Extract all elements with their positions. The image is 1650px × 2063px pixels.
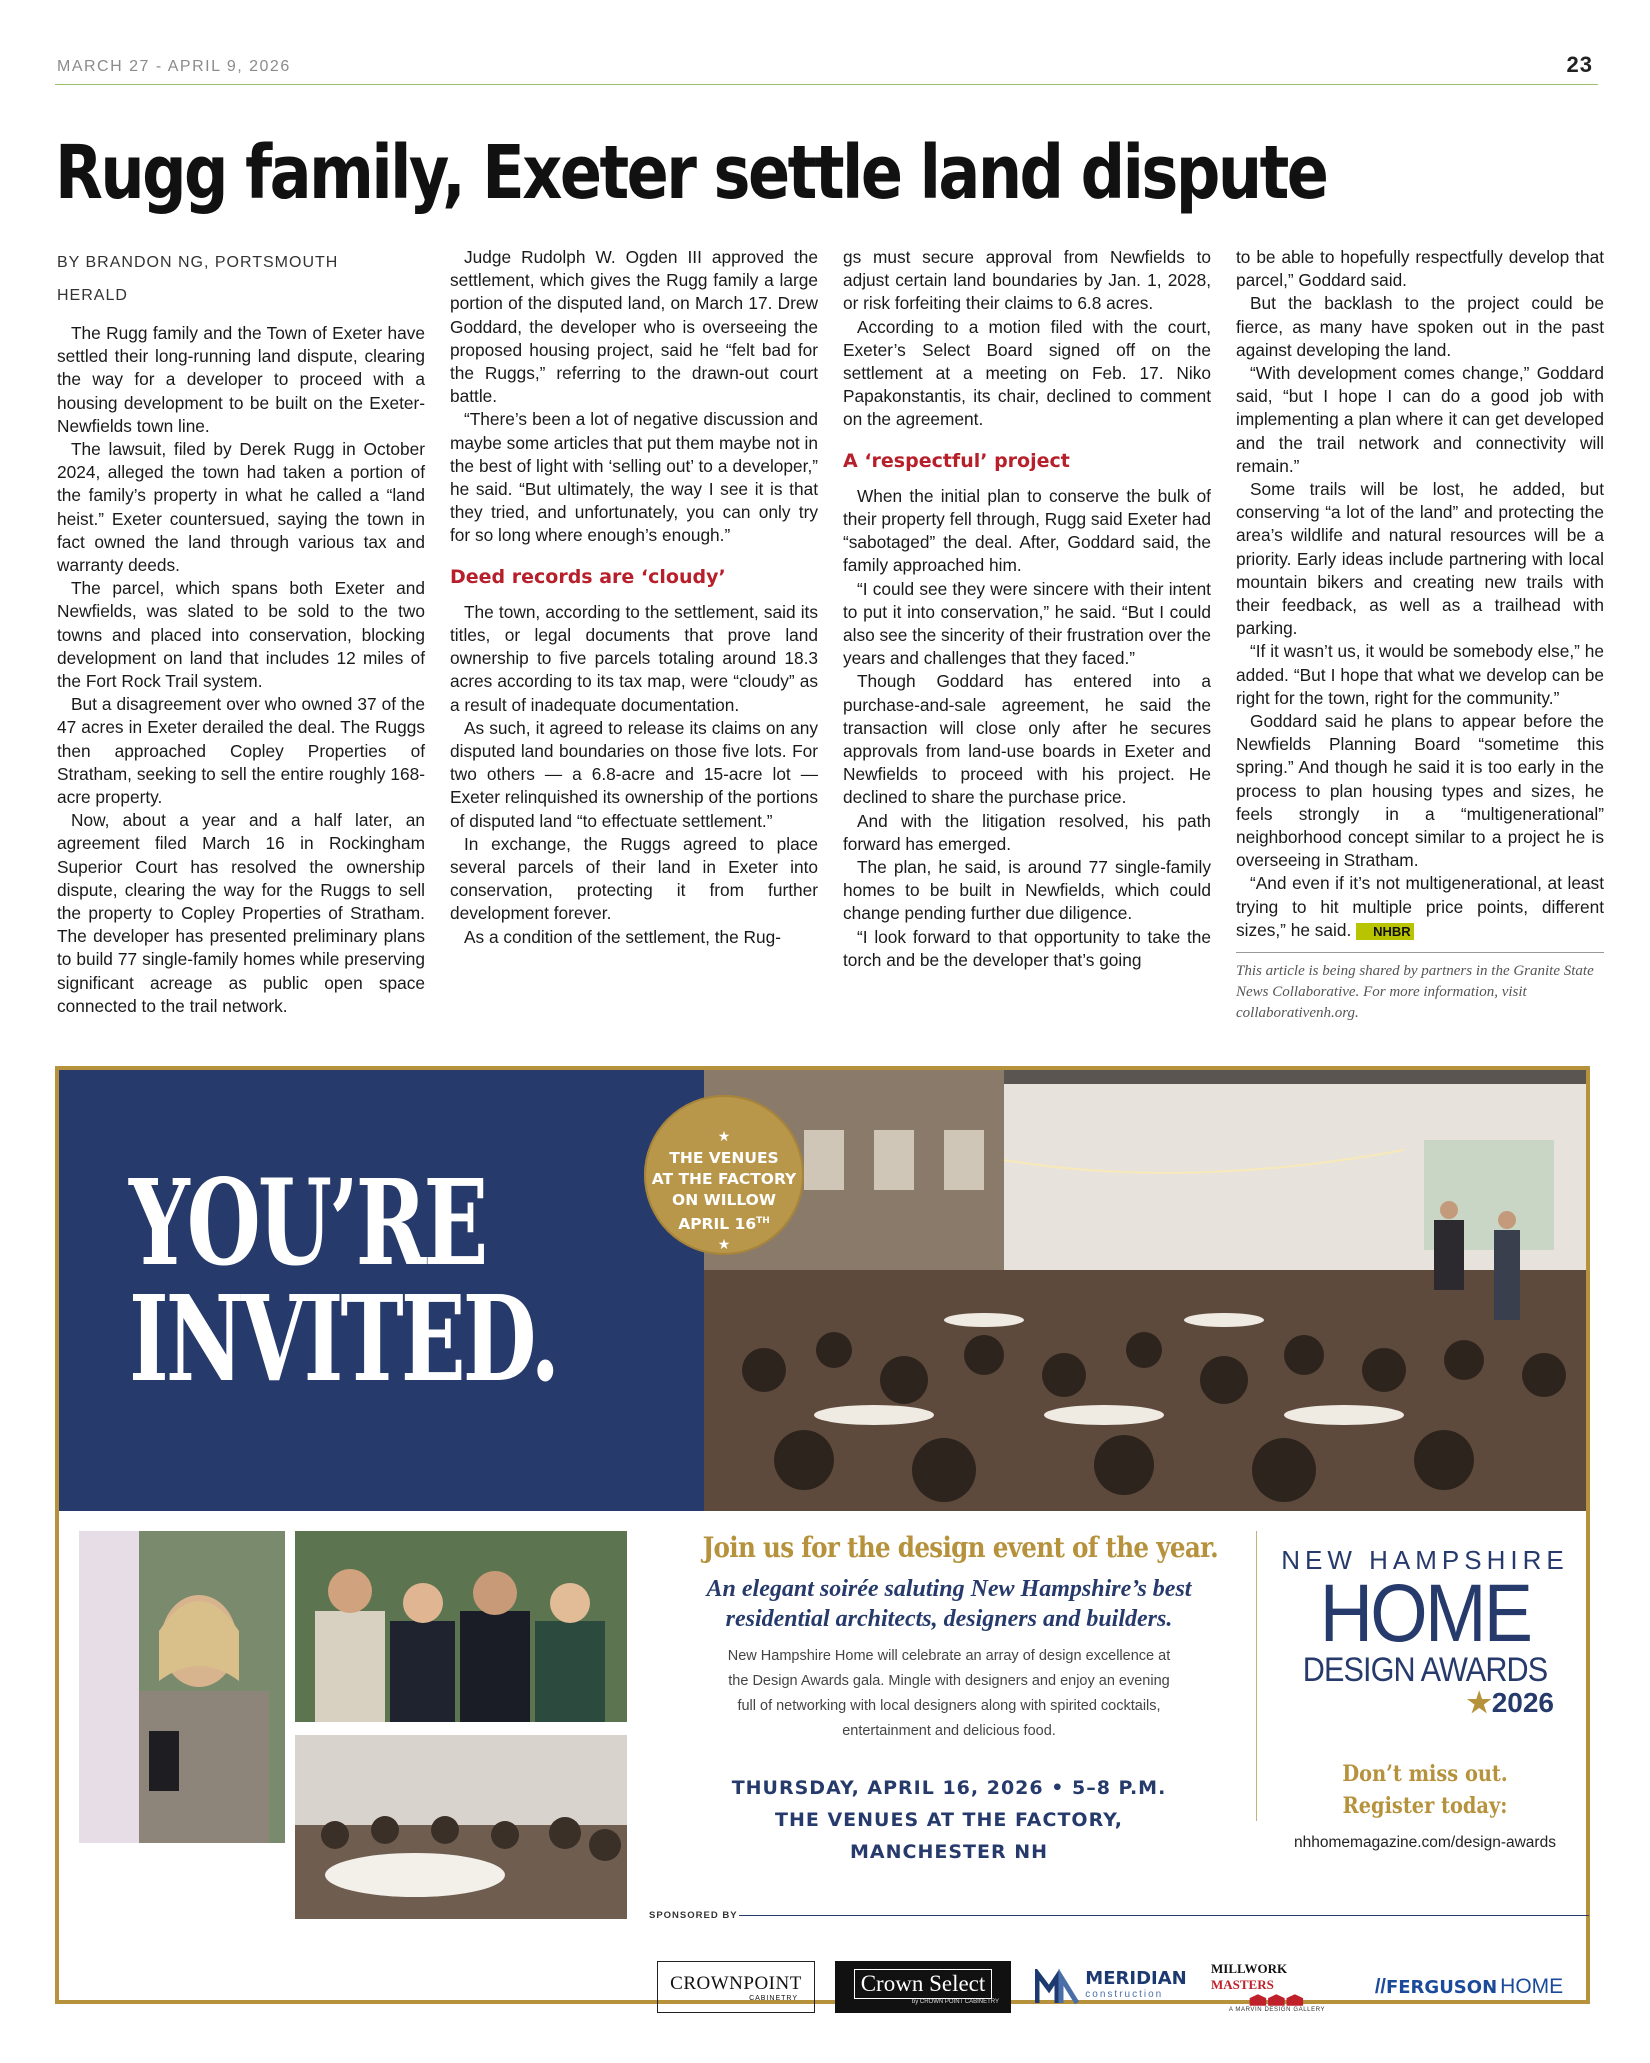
paragraph: Judge Rudolph W. Ogden III approved the settlement, which gives the Rugg family a large portion of the disputed land, on March 17. Drew Goddard, the developer who is overseeing the proposed housing project, said he “felt bad for the Ruggs,” referring to the drawn-out court battle.: [450, 247, 818, 407]
article-headline: Rugg family, Exeter settle land dispute: [55, 130, 1327, 216]
paragraph: As such, it agreed to release its claims on any disputed land boundaries on those five lots. For two others — a 6.8-acre and 15-acre lot — Exeter relinquished its ownership of the portions of disputed land “to effectuate settlement.”: [450, 717, 818, 831]
paragraph: to be able to hopefully respectfully develop that parcel,” Goddard said.: [1236, 247, 1604, 291]
star-icon: ★: [1466, 1687, 1492, 1718]
nhbr-end-mark: NHBR: [1356, 923, 1414, 940]
article-column-3: [843, 246, 1211, 972]
guests-group-photo: [295, 1531, 627, 1722]
paragraph: “I could see they were sincere with their intent to put it into conservation,” he said. “But I could also see the sincerity of their frustration over the years and challenges that they faced.”: [843, 578, 1211, 669]
venue-date-badge: ★ THE VENUES AT THE FACTORY ON WILLOW APRIL 16TH ★: [644, 1095, 804, 1255]
sponsor-rule: [739, 1915, 1589, 1916]
paragraph: Some trails will be lost, he added, but conserving “a lot of the land” and protecting the area’s wildlife and natural resources will be a priority. Early ideas include partnering with local mountain bikers and creating new trails with their feedback, as well as a trailhead with parking.: [1236, 479, 1604, 639]
paragraph: “If it wasn’t us, it would be somebody else,” he added. “But I hope that what we develop can be right for the town, right for the community.”: [1236, 641, 1604, 708]
paragraph: Though Goddard has entered into a purchase-and-sale agreement, he said the transaction will close only after he secures approvals from land-use boards in Exeter and Newfields to proceed with his project. He declined to share the purchase price.: [843, 671, 1211, 808]
paragraph: The plan, he said, is around 77 single-family homes to be built in Newfields, which could change pending further due diligence.: [843, 857, 1211, 924]
invited-headline: YOU’RE INVITED.: [129, 1153, 558, 1408]
millwork-masters-logo: MILLWORK MASTERS A MARVIN DESIGN GALLERY: [1211, 1961, 1326, 2013]
page-number: 23: [1566, 52, 1593, 77]
subhead-deed-records: Deed records are ‘cloudy’: [450, 565, 726, 588]
register-link[interactable]: nhhomemagazine.com/design-awards: [1294, 1834, 1556, 1851]
crownpoint-logo: CROWNPOINT CABINETRY: [657, 1961, 815, 2013]
star-icon: ★: [717, 1129, 731, 1145]
star-icon: ★: [717, 1237, 731, 1254]
paragraph: The lawsuit, filed by Derek Rugg in October 2024, alleged the town had taken a portion of the family’s property in what he called a “land heist.” Exeter countersued, saying the town in fact owned the land through various tax and warranty deeds.: [57, 439, 425, 576]
article-column-1: [57, 246, 425, 1018]
subhead-respectful-project: A ‘respectful’ project: [843, 449, 1070, 472]
design-awards-logo: NEW HAMPSHIRE HOME DESIGN AWARDS ★2026 Don’t miss out. Register today: nhhomemagazine.com/design-awards: [1256, 1531, 1594, 1852]
paragraph: According to a motion filed with the court, Exeter’s Select Board signed off on the settlement at a meeting on Feb. 17. Niko Papakonstantis, its chair, declined to comment on the agreement.: [843, 316, 1211, 430]
gala-tables-photo: [295, 1735, 627, 1919]
register-callout: Don’t miss out. Register today:: [1342, 1761, 1508, 1819]
issue-date-range: MARCH 27 - APRIL 9, 2026: [57, 58, 291, 75]
collaborative-credit: This article is being shared by partners in the Granite State News Collaborative. For more information, visit collaborativenh.org.: [1236, 952, 1604, 1024]
event-photo: [704, 1070, 1586, 1511]
paragraph: “And even if it’s not multigenerational, at least trying to hit multiple price points, different sizes,” he said. NHBR: [1236, 873, 1604, 940]
paragraph: The town, according to the settlement, said its titles, or legal documents that prove land ownership to five parcels totaling around 18.3 acres according to its tax map, were “cloudy” as a result of inadequate documentation.: [450, 601, 818, 715]
join-subheading: An elegant soirée saluting New Hampshire’s best residential architects, designers and builders.: [706, 1576, 1192, 1632]
paragraph: Now, about a year and a half later, an agreement filed March 16 in Rockingham Superior Court has resolved the ownership dispute, clearing the way for the Ruggs to sell the property to Copley Properties of Stratham. The developer has presented preliminary plans to build 77 single-family homes while preserving significant acreage as public open space connected to the trail network.: [57, 810, 425, 1016]
paragraph: The Rugg family and the Town of Exeter have settled their long-running land dispute, clearing the way for a developer to proceed with a housing development to be built on the Exeter-Newfields town line.: [57, 323, 425, 436]
invitation-copy: [669, 1531, 1229, 1868]
invited-panel: [59, 1070, 704, 1511]
article-column-4: [1236, 246, 1604, 1024]
event-hall-illustration: [704, 1070, 1586, 1511]
paragraph: “With development comes change,” Goddard said, “but I hope I can do a good job with implementing a plan where it can get developed and the trail network and connectivity will remain.”: [1236, 363, 1604, 476]
paragraph: In exchange, the Ruggs agreed to place several parcels of their land in Exeter into conservation, protecting it from further development forever.: [450, 833, 818, 924]
header-rule: [55, 84, 1598, 85]
meridian-mark-icon: [1035, 1969, 1079, 2005]
paragraph: And with the litigation resolved, his path forward has emerged.: [843, 810, 1211, 854]
paragraph: “There’s been a lot of negative discussion and maybe some articles that put them maybe not in the best of light with ‘selling out’ to a developer,” he said. “But ultimately, the way I see it is that they tried, and unfortunately, you can only try for so long where enough’s enough.”: [450, 409, 818, 546]
ferguson-home-logo: // FERGUSON HOME: [1374, 1975, 1564, 1998]
paragraph: The parcel, which spans both Exeter and Newfields, was slated to be sold to the two towns and placed into conservation, blocking development on land that includes 12 miles of the Fort Rock Trail system.: [57, 578, 425, 692]
paragraph: When the initial plan to conserve the bulk of their property fell through, Rugg said Exeter had “sabotaged” the deal. After, Goddard said, the family approached him.: [843, 485, 1211, 576]
crown-select-logo: Crown Select by CROWN POINT CABINETRY: [835, 1961, 1011, 2013]
ferguson-mark-icon: //: [1374, 1975, 1386, 1998]
paragraph: gs must secure approval from Newfields to adjust certain land boundaries by Jan. 1, 2028, or risk forfeiting their claims to 6.8 acres.: [843, 247, 1211, 314]
paragraph: “I look forward to that opportunity to take the torch and be the developer that’s going: [843, 926, 1211, 970]
paragraph: But the backlash to the project could be fierce, as many have spoken out in the past against developing the land.: [1236, 293, 1604, 360]
meridian-logo: MERIDIAN construction: [1031, 1961, 1191, 2013]
paragraph: Goddard said he plans to appear before the Newfields Planning Board “sometime this spring.” And though he said it is too early in the process to plan housing types and sizes, he feels strongly in a “multigenerational” neighborhood concept similar to a project he is overseeing in Stratham.: [1236, 711, 1604, 871]
byline: BY BRANDON NG, PORTSMOUTH HERALD: [57, 254, 339, 304]
sponsored-by-label: SPONSORED BY: [649, 1910, 738, 1921]
design-awards-ad: [55, 1066, 1590, 2013]
award-winner-photo: [79, 1531, 285, 1843]
paragraph: As a condition of the settlement, the Rug-: [464, 926, 782, 947]
join-heading: Join us for the design event of the year.: [702, 1531, 1219, 1564]
paragraph: But a disagreement over who owned 37 of the 47 acres in Exeter derailed the deal. The Ruggs then approached Copley Properties of Stratham, seeking to sell the entire roughly 168-acre property.: [57, 694, 425, 808]
ad-lower-panel: [59, 1511, 1586, 2013]
event-details: THURSDAY, APRIL 16, 2026 • 5–8 P.M. THE VENUES AT THE FACTORY, MANCHESTER NH: [731, 1777, 1167, 1863]
join-body: New Hampshire Home will celebrate an array of design excellence at the Design Awards gala. Mingle with designers and enjoy an evening full of networking with local designers along with spirited cocktails, entertainment and delicious food.: [727, 1648, 1171, 1739]
house-icon: [1232, 1993, 1322, 2007]
article-column-2: [450, 246, 818, 949]
